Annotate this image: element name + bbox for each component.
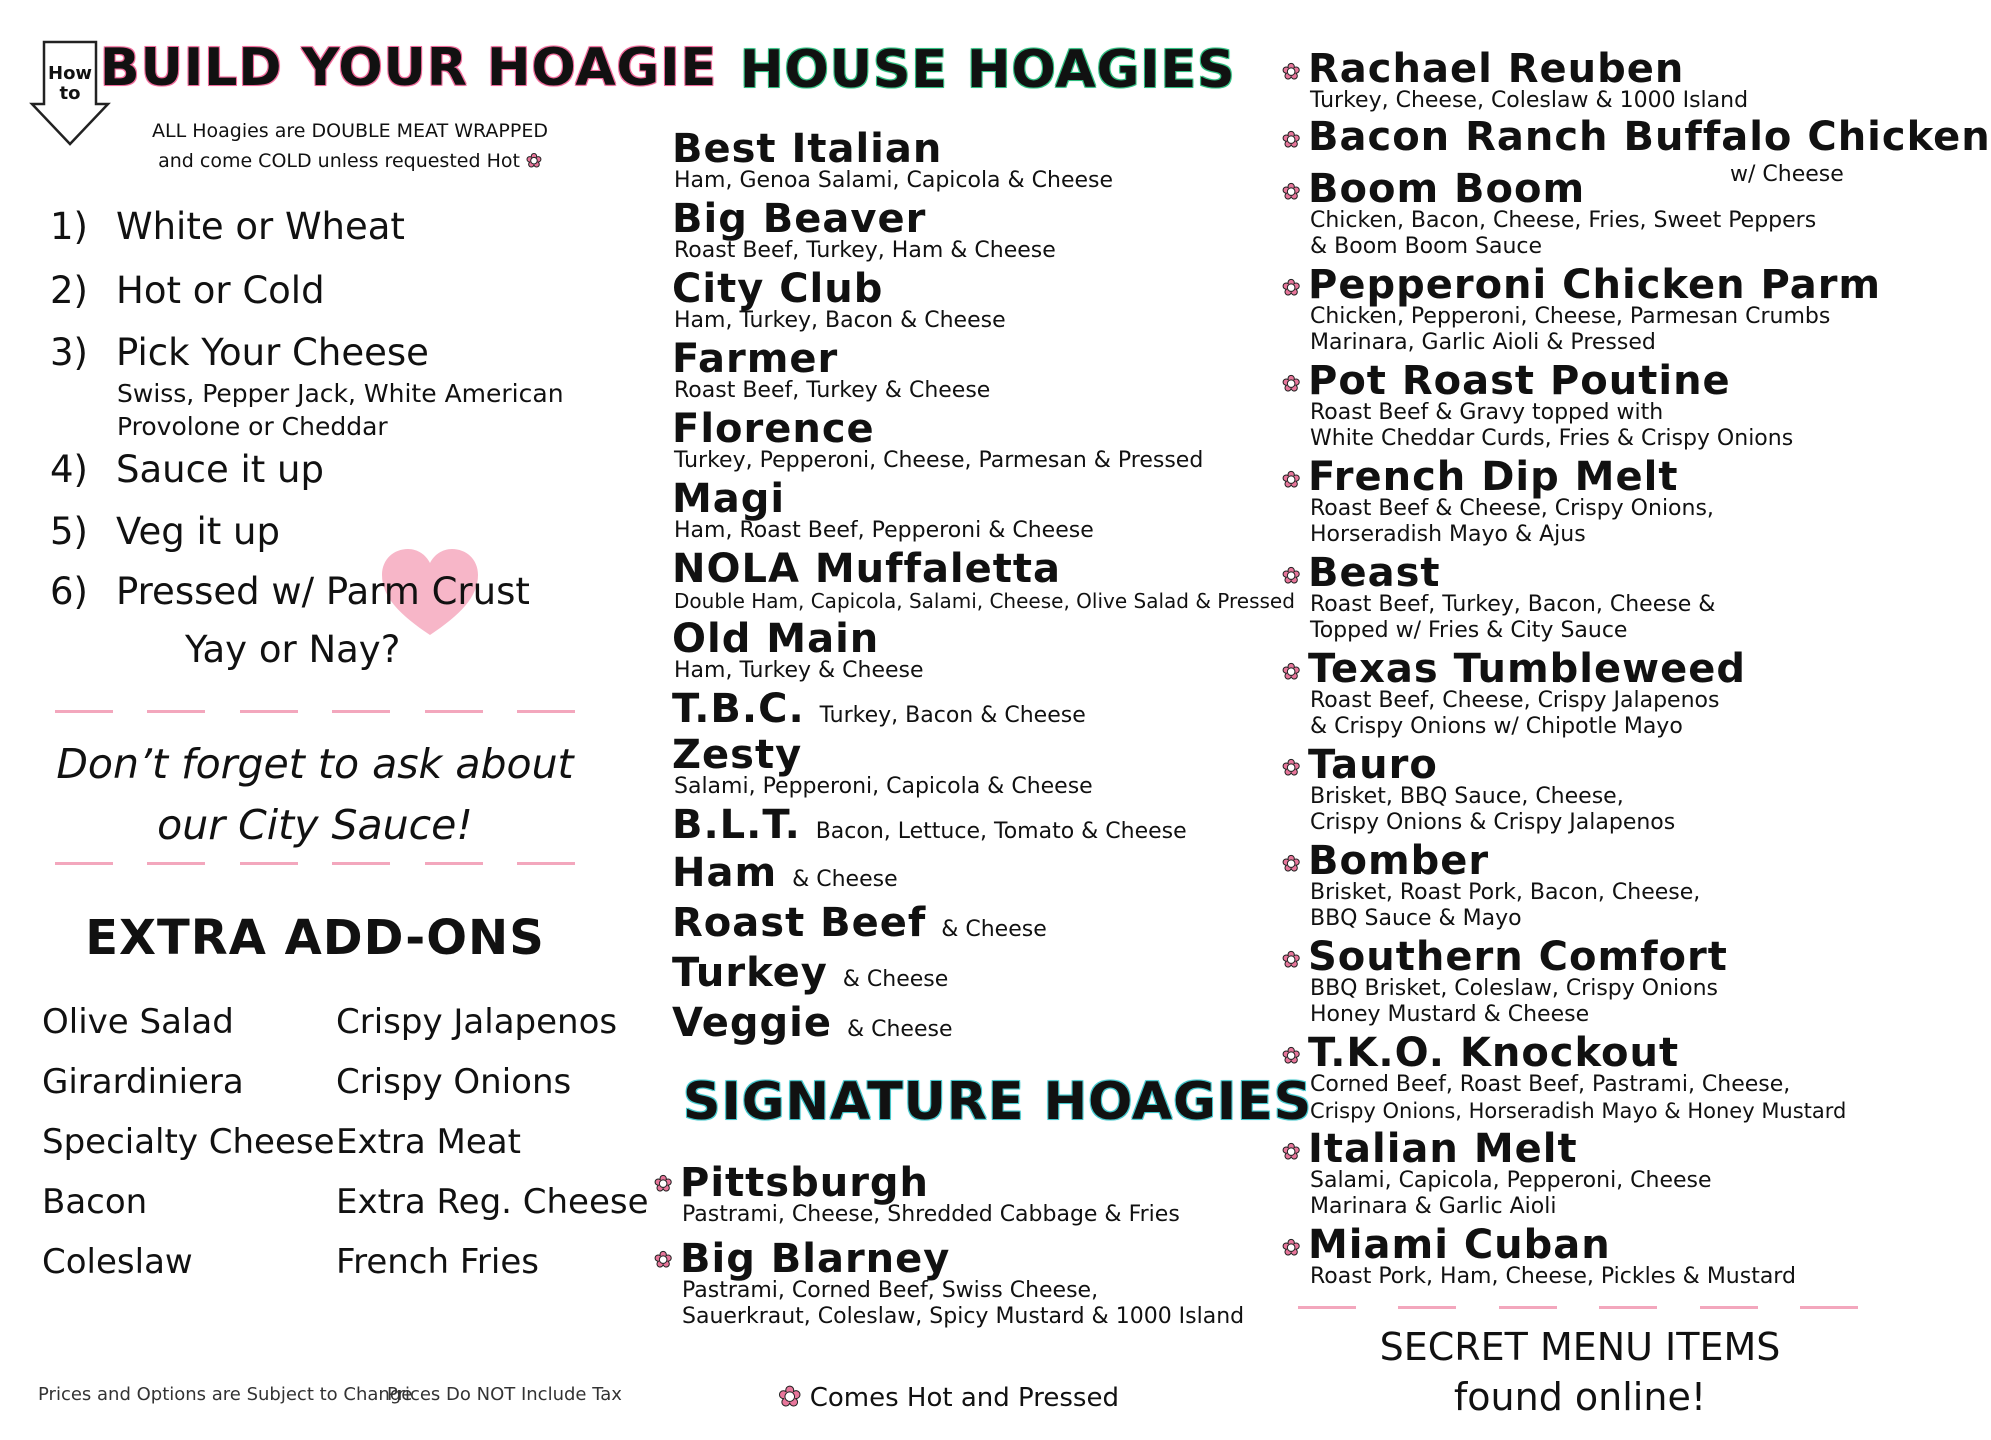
menu-item-name: Southern Comfort [1308,934,1728,980]
step-number: 5) [50,510,88,553]
menu-item-desc: & Cheese [842,967,949,992]
menu-item-desc: Pastrami, Cheese, Shredded Cabbage & Fries [682,1202,1180,1227]
addon-item: Extra Meat [336,1122,521,1162]
hot-pressed-star-icon: ✿ [1282,852,1301,877]
menu-item-name: Zesty [672,732,803,778]
menu-item-name: T.K.O. Knockout [1308,1030,1680,1076]
step-number: 4) [50,448,88,491]
menu-item-desc: Roast Pork, Ham, Cheese, Pickles & Mustard [1310,1264,1796,1289]
menu-item-name: City Club [672,266,884,312]
menu-item-name: French Dip Melt [1308,454,1679,500]
menu-item-desc: Bacon, Lettuce, Tomato & Cheese [815,819,1187,844]
menu-item-name: Bacon Ranch Buffalo Chicken [1308,114,1991,160]
build-note-line2-text: and come COLD unless requested Hot [158,150,520,172]
menu-item-desc: Ham, Turkey, Bacon & Cheese [674,308,1006,333]
menu-item-desc: Salami, Capicola, Pepperoni, Cheese [1310,1168,1712,1193]
step-text: Veg it up [116,510,280,553]
menu-item-desc: & Boom Boom Sauce [1310,234,1543,259]
hot-pressed-star-icon: ✿ [1282,60,1301,85]
menu-item-desc: & Crispy Onions w/ Chipotle Mayo [1310,714,1683,739]
menu-item-desc: Chicken, Pepperoni, Cheese, Parmesan Crumbs [1310,304,1831,329]
menu-item-name: Beast [1308,550,1441,596]
hot-star-icon: ✿ [525,150,542,172]
menu-item-desc: Roast Beef, Turkey, Bacon, Cheese & [1310,592,1716,617]
secret-line2: found online! [1453,1375,1707,1419]
menu-item-desc: Crispy Onions, Horseradish Mayo & Honey Mustard [1310,1099,1847,1123]
menu-item-name: Miami Cuban [1308,1222,1611,1268]
star-icon: ✿ [778,1380,802,1413]
menu-item-name: Pot Roast Poutine [1308,358,1731,404]
hot-pressed-star-icon: ✿ [1282,1236,1301,1261]
step-2 [50,269,325,312]
addon-item: Girardiniera [42,1062,244,1102]
city-sauce-reminder [40,734,590,856]
addon-item: Coleslaw [42,1242,193,1282]
addon-item: Specialty Cheese [42,1122,335,1162]
menu-item-desc: Marinara, Garlic Aioli & Pressed [1310,330,1656,355]
yay-or-nay: Yay or Nay? [185,628,401,671]
addon-item: Crispy Onions [336,1062,572,1102]
step-number: 1) [50,205,88,248]
menu-item-row [672,686,1086,732]
hot-pressed-star-icon: ✿ [1282,1044,1301,1069]
step-text: Pressed w/ Parm Crust [116,570,530,613]
menu-item-name: Bomber [1308,838,1490,884]
menu-item-name: Big Beaver [672,196,927,242]
menu-item-desc: Turkey, Bacon & Cheese [819,703,1086,728]
step-text: Hot or Cold [116,269,325,312]
menu-item-desc: w/ Cheese [1730,162,1844,187]
divider-bottom [55,862,575,868]
step-number: 2) [50,269,88,312]
menu-item-desc: Marinara & Garlic Aioli [1310,1194,1557,1219]
menu-item-name: Magi [672,476,786,522]
menu-item-name: Tauro [1308,742,1438,788]
disclaimer-change: Prices and Options are Subject to Change [38,1384,413,1405]
menu-item-desc: Topped w/ Fries & City Sauce [1310,618,1628,643]
build-note [120,116,580,176]
menu-item-desc: Sauerkraut, Coleslaw, Spicy Mustard & 1000 Island [682,1304,1245,1329]
menu-item-desc: Ham, Roast Beef, Pepperoni & Cheese [674,518,1094,543]
step-text: Pick Your Cheese [116,331,429,374]
cheese-options [117,377,564,443]
menu-item-desc: & Cheese [792,867,898,892]
hot-pressed-star-icon: ✿ [1282,180,1301,205]
menu-item-desc: Salami, Pepperoni, Capicola & Cheese [674,774,1093,799]
menu-item-row [672,802,1187,848]
menu-item-name: Rachael Reuben [1308,46,1685,92]
menu-item-name: NOLA Muffaletta [672,546,1062,592]
menu-item-row [672,1000,952,1046]
step-4 [50,448,324,491]
menu-item-name: Farmer [672,336,839,382]
secret-line1: SECRET MENU ITEMS [1379,1325,1781,1369]
menu-item-desc: Roast Beef, Turkey, Ham & Cheese [674,238,1056,263]
menu-item-desc: Honey Mustard & Cheese [1310,1002,1590,1027]
menu-item-name: Florence [672,406,875,452]
menu-item-desc: Turkey, Pepperoni, Cheese, Parmesan & Pressed [674,448,1204,473]
menu-item-desc: Turkey, Cheese, Coleslaw & 1000 Island [1310,88,1749,113]
legend-text: Comes Hot and Pressed [809,1383,1119,1413]
menu-item-name: Old Main [672,616,880,662]
menu-item-name: Veggie [672,1000,833,1046]
menu-item-desc: Ham, Genoa Salami, Capicola & Cheese [674,168,1114,193]
menu-item-name: Italian Melt [1308,1126,1578,1172]
menu-item-desc: BBQ Brisket, Coleslaw, Crispy Onions [1310,976,1719,1001]
hot-pressed-star-icon: ✿ [654,1172,673,1197]
menu-item-desc: Crispy Onions & Crispy Jalapenos [1310,810,1676,835]
menu-item-desc: Roast Beef & Cheese, Crispy Onions, [1310,496,1714,521]
menu-item-name: Boom Boom [1308,166,1586,212]
reminder-line2: our City Sauce! [157,801,473,849]
addon-item: Bacon [42,1182,148,1222]
menu-item-desc: Double Ham, Capicola, Salami, Cheese, Olive Salad & Pressed [674,589,1295,613]
menu-item-desc: Roast Beef, Cheese, Crispy Jalapenos [1310,688,1720,713]
addon-item: Olive Salad [42,1002,234,1042]
secret-menu-note [1320,1322,1840,1422]
step-5 [50,510,280,553]
menu-item-desc: Ham, Turkey & Cheese [674,658,924,683]
menu-item-desc: White Cheddar Curds, Fries & Crispy Onions [1310,426,1794,451]
menu-item-desc: Corned Beef, Roast Beef, Pastrami, Cheese, [1310,1072,1791,1097]
addon-item: Extra Reg. Cheese [336,1182,649,1222]
addon-item: French Fries [336,1242,539,1282]
step-number: 6) [50,570,88,613]
hot-pressed-star-icon: ✿ [1282,276,1301,301]
menu-item-desc: & Cheese [941,917,1047,942]
addon-item: Crispy Jalapenos [336,1002,618,1042]
how-to-label: How to [48,63,93,104]
hot-pressed-star-icon: ✿ [654,1248,673,1273]
divider-top [55,710,575,716]
hot-pressed-star-icon: ✿ [1282,660,1301,685]
hot-pressed-star-icon: ✿ [1282,1140,1301,1165]
build-note-line1: ALL Hoagies are DOUBLE MEAT WRAPPED [152,120,548,142]
menu-item-name: Pittsburgh [680,1160,930,1206]
menu-item-name: Turkey [672,950,828,996]
divider-secret [1298,1306,1858,1312]
menu-item-name: Roast Beef [672,900,927,946]
hot-pressed-star-icon: ✿ [1282,564,1301,589]
build-title: BUILD YOUR HOAGIE [100,38,718,98]
menu-item-desc: Horseradish Mayo & Ajus [1310,522,1586,547]
menu-item-name: Ham [672,850,778,896]
hot-pressed-legend [778,1380,1119,1413]
hot-pressed-star-icon: ✿ [1282,948,1301,973]
hot-pressed-star-icon: ✿ [1282,468,1301,493]
step-text: White or Wheat [116,205,405,248]
menu-item-desc: BBQ Sauce & Mayo [1310,906,1522,931]
menu-item-name: Best Italian [672,126,943,172]
step-number: 3) [50,331,88,374]
disclaimer-tax: Prices Do NOT Include Tax [387,1384,622,1405]
step-3 [50,331,429,374]
cheese-options-line1: Swiss, Pepper Jack, White American [117,379,564,408]
extra-addons-title: EXTRA ADD-ONS [85,910,545,966]
menu-item-desc: Roast Beef, Turkey & Cheese [674,378,991,403]
menu-item-name: Pepperoni Chicken Parm [1308,262,1882,308]
house-hoagies-title: HOUSE HOAGIES [740,40,1236,100]
menu-item-desc: Pastrami, Corned Beef, Swiss Cheese, [682,1278,1099,1303]
signature-hoagies-title: SIGNATURE HOAGIES [683,1072,1313,1132]
step-text: Sauce it up [116,448,324,491]
reminder-line1: Don’t forget to ask about [56,740,574,788]
menu-item-name: Texas Tumbleweed [1308,646,1746,692]
hot-pressed-star-icon: ✿ [1282,756,1301,781]
menu-item-name: T.B.C. [672,686,805,732]
step-6 [50,570,530,613]
menu-item-row [672,850,898,896]
hot-pressed-star-icon: ✿ [1282,372,1301,397]
build-note-line2 [120,146,580,176]
hot-pressed-star-icon: ✿ [1282,128,1301,153]
menu-item-name: B.L.T. [672,802,801,848]
cheese-options-line2: Provolone or Cheddar [117,412,388,441]
menu-item-desc: Brisket, BBQ Sauce, Cheese, [1310,784,1624,809]
menu-item-name: Big Blarney [680,1236,951,1282]
menu-item-row [672,900,1047,946]
step-1 [50,205,405,248]
menu-item-desc: Brisket, Roast Pork, Bacon, Cheese, [1310,880,1701,905]
menu-item-row [672,950,948,996]
menu-item-desc: Chicken, Bacon, Cheese, Fries, Sweet Peppers [1310,208,1817,233]
menu-item-desc: Roast Beef & Gravy topped with [1310,400,1664,425]
menu-item-desc: & Cheese [846,1017,953,1042]
